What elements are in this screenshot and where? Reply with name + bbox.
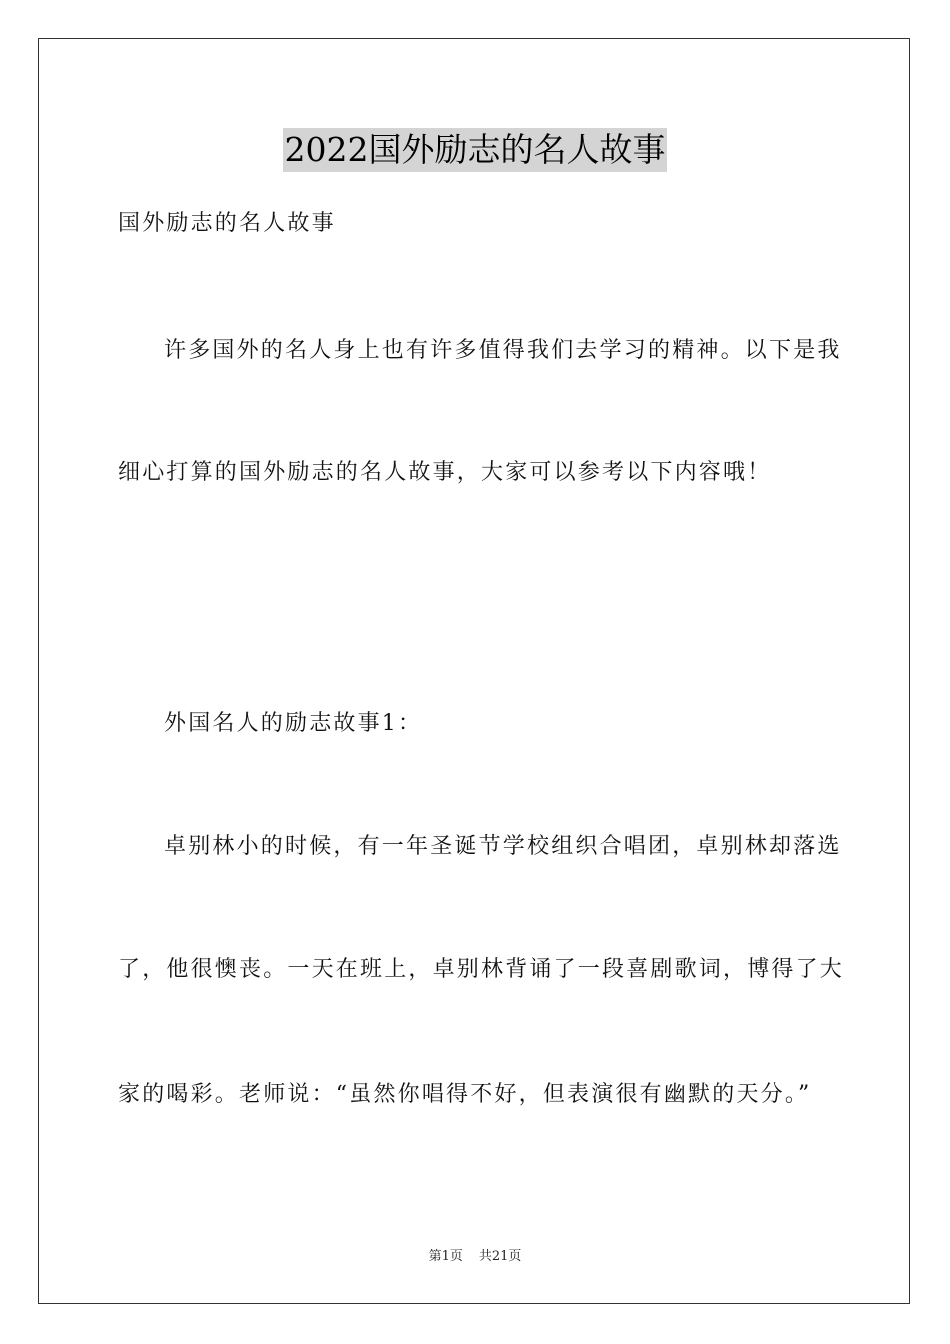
paragraph-line: 许多国外的名人身上也有许多值得我们去学习的精神。以下是我 bbox=[164, 338, 842, 363]
paragraph-line: 了，他很懊丧。一天在班上，卓别林背诵了一段喜剧歌词，博得了大 bbox=[118, 957, 845, 982]
page-footer bbox=[0, 1248, 950, 1266]
paragraph-line: 细心打算的国外励志的名人故事，大家可以参考以下内容哦！ bbox=[118, 460, 772, 485]
total-pages: 共21页 bbox=[478, 1249, 522, 1264]
document-title: 2022国外励志的名人故事 bbox=[283, 128, 668, 172]
title-container bbox=[0, 128, 950, 172]
page-number: 第1页 bbox=[428, 1249, 463, 1264]
paragraph-line: 家的喝彩。老师说：“虽然你唱得不好，但表演很有幽默的天分。” bbox=[118, 1082, 812, 1107]
document-subtitle: 国外励志的名人故事 bbox=[118, 211, 336, 236]
paragraph-line: 卓别林小的时候，有一年圣诞节学校组织合唱团，卓别林却落选 bbox=[164, 834, 842, 859]
section-heading: 外国名人的励志故事1： bbox=[164, 711, 423, 736]
